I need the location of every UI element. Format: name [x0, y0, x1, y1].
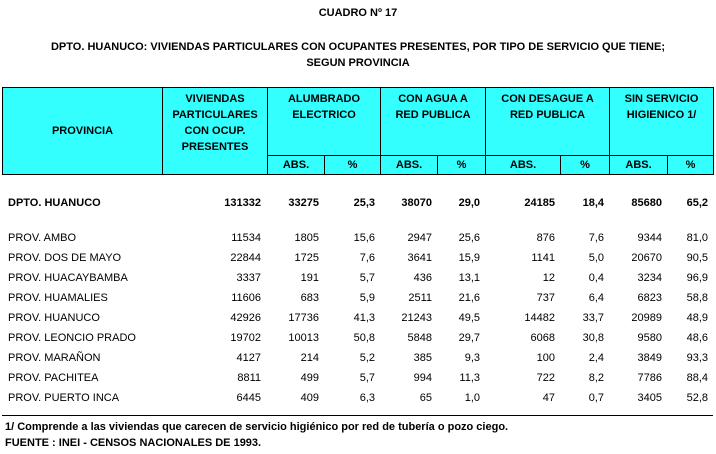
cell-pct: 33,7 — [582, 312, 604, 324]
cell-viviendas: 4127 — [236, 352, 261, 364]
header-abs: ABS. — [610, 156, 668, 175]
cell-pct: 5,7 — [359, 372, 375, 384]
header-pct: % — [325, 156, 381, 175]
cell-abs: 65 — [419, 392, 432, 404]
cell-pct: 88,4 — [686, 372, 708, 384]
cell-pct: 29,0 — [458, 197, 480, 209]
cell-abs: 191 — [300, 272, 319, 284]
cell-pct: 7,6 — [588, 232, 604, 244]
cell-abs: 436 — [413, 272, 432, 284]
cell-viviendas: 3337 — [236, 272, 261, 284]
cell-pct: 29,7 — [458, 332, 480, 344]
province-name: PROV. HUACAYBAMBA — [8, 272, 128, 284]
department-row — [2, 192, 713, 214]
province-name: PROV. HUANUCO — [8, 312, 100, 324]
cell-pct: 0,7 — [588, 392, 604, 404]
cell-abs: 9580 — [637, 332, 662, 344]
header-alumbrado — [268, 88, 381, 156]
province-name: PROV. MARAÑON — [8, 352, 101, 364]
cell-abs: 409 — [300, 392, 319, 404]
header-agua-line2: RED PUBLICA — [395, 109, 471, 121]
cell-pct: 5,9 — [359, 292, 375, 304]
cell-pct: 11,3 — [459, 372, 480, 384]
province-name: PROV. LEONCIO PRADO — [8, 332, 136, 344]
cell-abs: 876 — [536, 232, 555, 244]
header-pct: % — [668, 156, 714, 175]
cell-viviendas: 8811 — [237, 372, 261, 384]
cell-pct: 1,0 — [464, 392, 480, 404]
cell-pct: 6,3 — [359, 392, 375, 404]
cell-pct: 52,8 — [686, 392, 708, 404]
cell-pct: 18,4 — [582, 197, 604, 209]
cell-abs: 2511 — [408, 292, 432, 304]
table-subtitle-line1: DPTO. HUANUCO: VIVIENDAS PARTICULARES CON OCUPANTES PRESENTES, POR TIPO DE SERVICIO QUE TIENE; — [50, 41, 666, 53]
cell-abs: 12 — [542, 272, 555, 284]
cell-pct: 25,3 — [353, 197, 375, 209]
cell-pct: 5,7 — [359, 272, 375, 284]
header-viviendas-line4: PRESENTES — [181, 141, 249, 153]
cell-abs: 385 — [413, 352, 432, 364]
footer-divider — [2, 415, 713, 416]
cell-abs: 499 — [300, 372, 319, 384]
cell-pct: 96,9 — [686, 272, 708, 284]
cell-abs: 21243 — [401, 312, 432, 324]
cell-abs: 10013 — [288, 332, 319, 344]
cell-pct: 25,6 — [458, 232, 480, 244]
header-sin-servicio-line1: SIN SERVICIO — [624, 93, 699, 105]
header-desague-line2: RED PUBLICA — [509, 109, 586, 121]
table-row — [2, 288, 713, 308]
table-subtitle-line2: SEGUN PROVINCIA — [306, 57, 410, 69]
header-alumbrado-line2: ELECTRICO — [292, 109, 356, 121]
cell-abs: 2947 — [407, 232, 432, 244]
cell-pct: 5,2 — [359, 352, 375, 364]
cell-pct: 6,4 — [588, 292, 604, 304]
cell-viviendas: 22844 — [230, 252, 261, 264]
data-table — [2, 178, 713, 408]
cell-pct: 21,6 — [458, 292, 480, 304]
cell-viviendas: 131332 — [224, 197, 261, 209]
header-pct: % — [438, 156, 486, 175]
cell-abs: 5848 — [407, 332, 432, 344]
table-row — [2, 268, 713, 288]
cell-abs: 38070 — [401, 197, 432, 209]
cell-viviendas: 19702 — [230, 332, 261, 344]
cell-abs: 6068 — [530, 332, 555, 344]
cell-pct: 58,8 — [686, 292, 708, 304]
table-header — [2, 87, 714, 175]
cell-viviendas: 42926 — [230, 312, 261, 324]
header-pct: % — [561, 156, 610, 175]
header-abs: ABS. — [486, 156, 561, 175]
cell-abs: 100 — [536, 352, 555, 364]
cell-pct: 49,5 — [458, 312, 480, 324]
province-name: PROV. PACHITEA — [8, 372, 99, 384]
table-row — [2, 348, 713, 368]
header-viviendas-line2: PARTICULARES — [172, 109, 258, 121]
cell-abs: 7786 — [637, 372, 662, 384]
spacer-row — [2, 214, 713, 228]
header-provincia: PROVINCIA — [3, 88, 163, 175]
cell-abs: 3641 — [407, 252, 432, 264]
cell-abs: 1141 — [531, 252, 555, 264]
header-sin-servicio-line2: HIGIENICO 1/ — [626, 109, 697, 121]
cell-pct: 93,3 — [686, 352, 708, 364]
header-viviendas-line3: CON OCUP. — [184, 125, 246, 137]
spacer-row — [2, 178, 713, 192]
cell-pct: 48,9 — [686, 312, 708, 324]
cell-pct: 41,3 — [353, 312, 375, 324]
cell-abs: 722 — [536, 372, 555, 384]
header-agua-line1: CON AGUA A — [398, 93, 468, 105]
header-agua — [381, 88, 486, 156]
cell-viviendas: 6445 — [236, 392, 261, 404]
cell-abs: 6823 — [637, 292, 662, 304]
cell-pct: 90,5 — [686, 252, 708, 264]
table-row — [2, 368, 713, 388]
cell-pct: 13,1 — [458, 272, 480, 284]
cell-pct: 65,2 — [686, 197, 708, 209]
footnote: 1/ Comprende a las viviendas que carecen de servicio higiénico por red de tubería o pozo ciego. — [5, 421, 509, 433]
cell-pct: 8,2 — [588, 372, 604, 384]
table-row — [2, 328, 713, 348]
source-note: FUENTE : INEI - CENSOS NACIONALES DE 1993. — [5, 437, 262, 449]
table-row — [2, 248, 713, 268]
header-viviendas — [163, 88, 268, 175]
cell-abs: 85680 — [631, 197, 662, 209]
cell-abs: 20670 — [631, 252, 662, 264]
cell-abs: 3405 — [637, 392, 662, 404]
province-name: PROV. AMBO — [8, 232, 77, 244]
cell-pct: 50,8 — [353, 332, 375, 344]
header-sin-servicio — [610, 88, 714, 156]
cell-viviendas: 11606 — [231, 292, 261, 304]
cell-abs: 24185 — [524, 197, 555, 209]
province-name: DPTO. HUANUCO — [8, 197, 101, 209]
cell-abs: 33275 — [288, 197, 319, 209]
cell-pct: 15,6 — [353, 232, 375, 244]
header-alumbrado-line1: ALUMBRADO — [287, 93, 361, 105]
header-desague — [486, 88, 610, 156]
cell-abs: 20989 — [631, 312, 662, 324]
cell-pct: 30,8 — [582, 332, 604, 344]
cell-viviendas: 11534 — [231, 232, 261, 244]
cell-abs: 214 — [300, 352, 319, 364]
province-name: PROV. DOS DE MAYO — [8, 252, 122, 264]
province-name: PROV. PUERTO INCA — [8, 392, 120, 404]
table-row — [2, 308, 713, 328]
cell-abs: 3849 — [637, 352, 662, 364]
cell-pct: 15,9 — [458, 252, 480, 264]
header-desague-line1: CON DESAGUE A — [501, 93, 594, 105]
header-abs: ABS. — [268, 156, 325, 175]
cell-pct: 0,4 — [588, 272, 604, 284]
cell-abs: 3234 — [637, 272, 662, 284]
cell-abs: 14482 — [524, 312, 555, 324]
cell-abs: 47 — [542, 392, 555, 404]
cell-pct: 5,0 — [588, 252, 604, 264]
cell-pct: 7,6 — [359, 252, 375, 264]
cell-abs: 9344 — [637, 232, 662, 244]
table-row — [2, 228, 713, 248]
header-viviendas-line1: VIVIENDAS — [185, 93, 245, 105]
cell-pct: 48,6 — [686, 332, 708, 344]
cell-abs: 17736 — [288, 312, 319, 324]
cell-abs: 1725 — [294, 252, 319, 264]
cell-pct: 2,4 — [588, 352, 604, 364]
table-row — [2, 388, 713, 408]
cell-abs: 1805 — [294, 232, 319, 244]
cell-abs: 994 — [413, 372, 432, 384]
header-abs: ABS. — [381, 156, 438, 175]
cell-abs: 683 — [300, 292, 319, 304]
cell-abs: 737 — [536, 292, 555, 304]
cell-pct: 9,3 — [464, 352, 480, 364]
cell-pct: 81,0 — [686, 232, 708, 244]
table-title: CUADRO Nº 17 — [318, 7, 398, 19]
province-name: PROV. HUAMALIES — [8, 292, 108, 304]
